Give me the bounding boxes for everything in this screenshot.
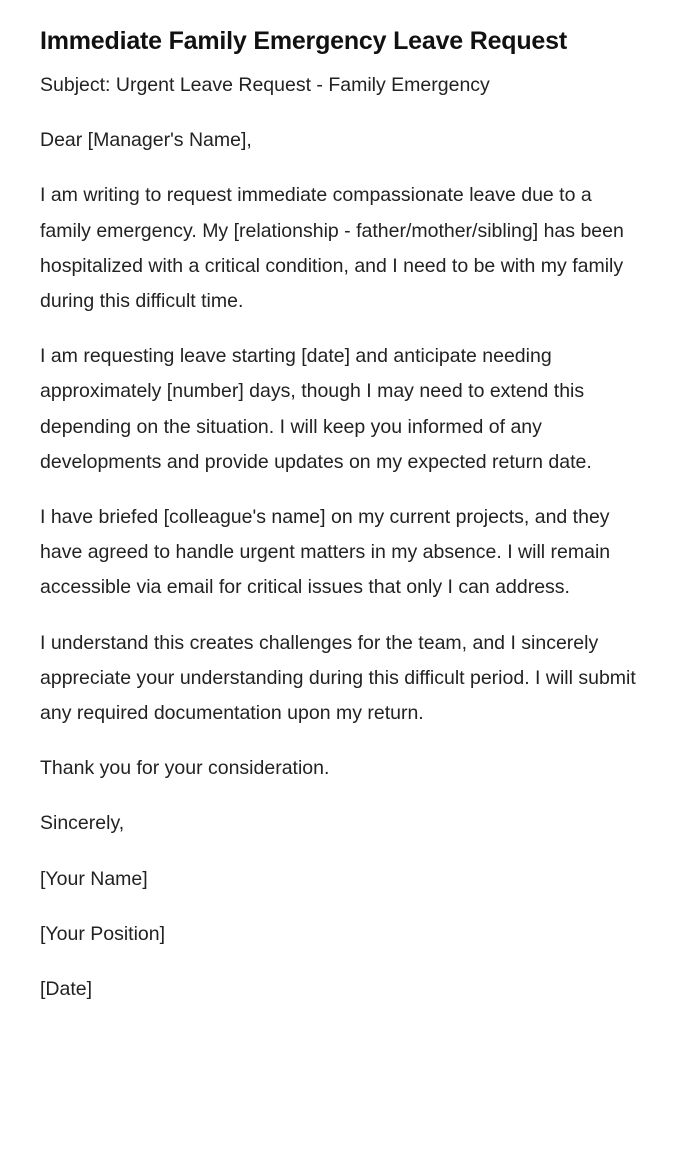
letter-paragraph-2: I am requesting leave starting [date] and anticipate needing approximately [number] days, though I may need to extend this depending on the situation. I will keep you informed of any developments and provide updates on my expected return date. [40,345,592,473]
letter-paragraph-1: I am writing to request immediate compassionate leave due to a family emergency. My [relationship - father/mother/sibling] has been hospitalized with a critical condition, and I need to be with my family during this difficult time. [40,184,624,313]
letter-closing: Sincerely, [40,812,125,835]
letter-signature-position: [Your Position] [40,922,166,945]
letter-title: Immediate Family Emergency Leave Request [40,27,567,55]
letter-salutation: Dear [Manager's Name], [40,129,252,152]
letter-subject: Subject: Urgent Leave Request - Family Emergency [40,74,490,96]
letter-thanks: Thank you for your consideration. [40,757,330,780]
letter-date: [Date] [40,978,93,1001]
letter-paragraph-3: I have briefed [colleague's name] on my current projects, and they have agreed to handle urgent matters in my absence. I will remain accessible via email for critical issues that only I can address. [40,506,611,599]
letter-paragraph-4: I understand this creates challenges for the team, and I sincerely appreciate your understanding during this difficult period. I will submit any required documentation upon my return. [40,631,636,725]
letter-signature-name: [Your Name] [40,867,148,890]
